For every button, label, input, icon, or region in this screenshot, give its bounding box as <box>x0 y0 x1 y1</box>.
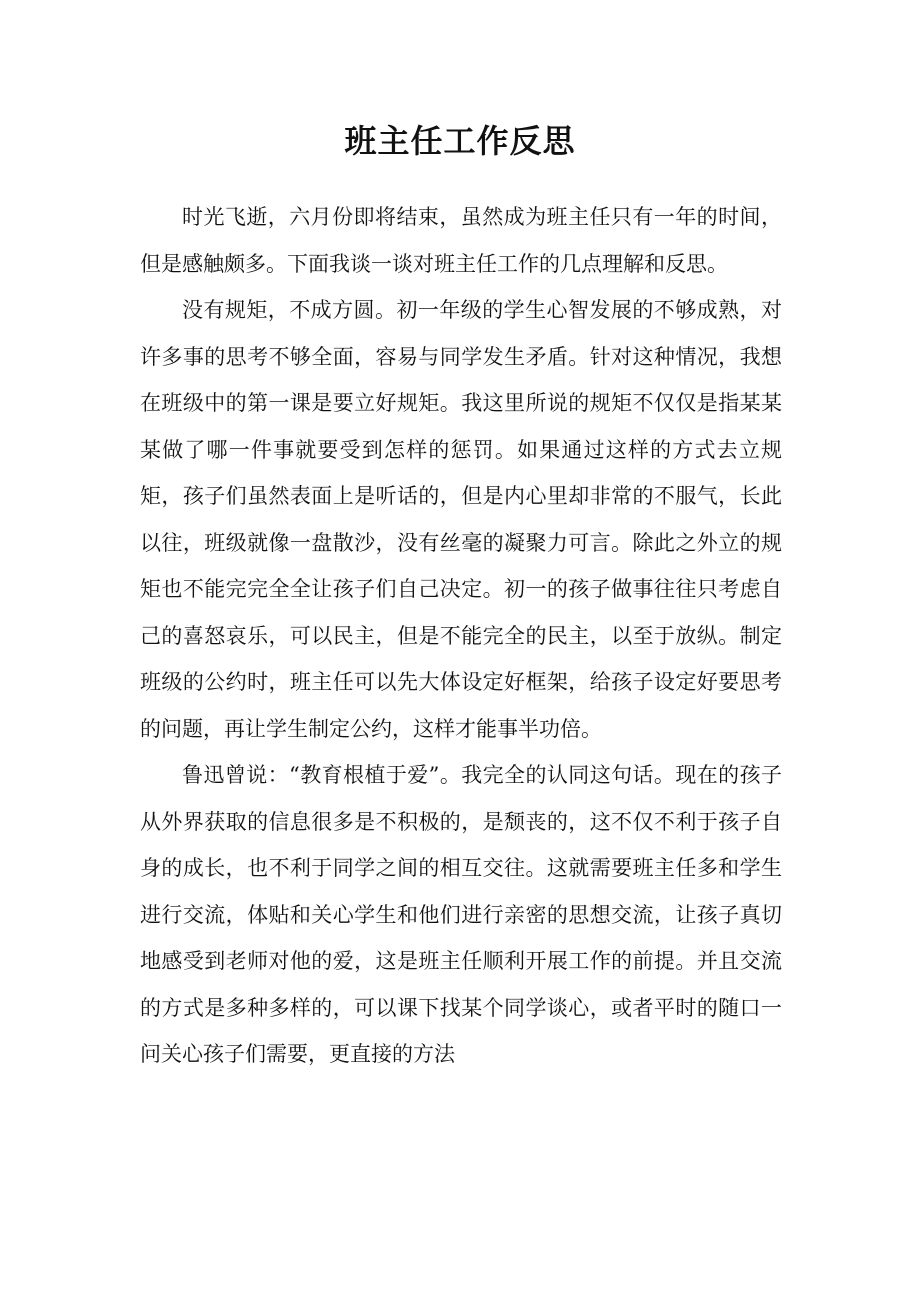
paragraph-love: 鲁迅曾说：“教育根植于爱”。我完全的认同这句话。现在的孩子从外界获取的信息很多是不积极的，是颓丧的，这不仅不利于孩子自身的成长，也不利于同学之间的相互交往。这就需要班主任多和学生进行交流，体贴和关心学生和他们进行亲密的思想交流，让孩子真切地感受到老师对他的爱，这是班主任顺利开展工作的前提。并且交流的方式是多种多样的，可以课下找某个同学谈心，或者平时的随口一问关心孩子们需要，更直接的方法 <box>140 763 782 1066</box>
paragraph-rules: 没有规矩，不成方圆。初一年级的学生心智发展的不够成熟，对许多事的思考不够全面，容易与同学发生矛盾。针对这种情况，我想在班级中的第一课是要立好规矩。我这里所说的规矩不仅仅是指某某某做了哪一件事就要受到怎样的惩罚。如果通过这样的方式去立规矩，孩子们虽然表面上是听话的，但是内心里却非常的不服气，长此以往，班级就像一盘散沙，没有丝毫的凝聚力可言。除此之外立的规矩也不能完完全全让孩子们自己决定。初一的孩子做事往往只考虑自己的喜怒哀乐，可以民主，但是不能完全的民主，以至于放纵。制定班级的公约时，班主任可以先大体设定好框架，给孩子设定好要思考的问题，再让学生制定公约，这样才能事半功倍。 <box>140 298 782 741</box>
document-body <box>140 194 782 1078</box>
document-title: 班主任工作反思 <box>344 122 576 160</box>
paragraph-intro: 时光飞逝，六月份即将结束，虽然成为班主任只有一年的时间，但是感触颇多。下面我谈一谈对班主任工作的几点理解和反思。 <box>140 205 782 276</box>
